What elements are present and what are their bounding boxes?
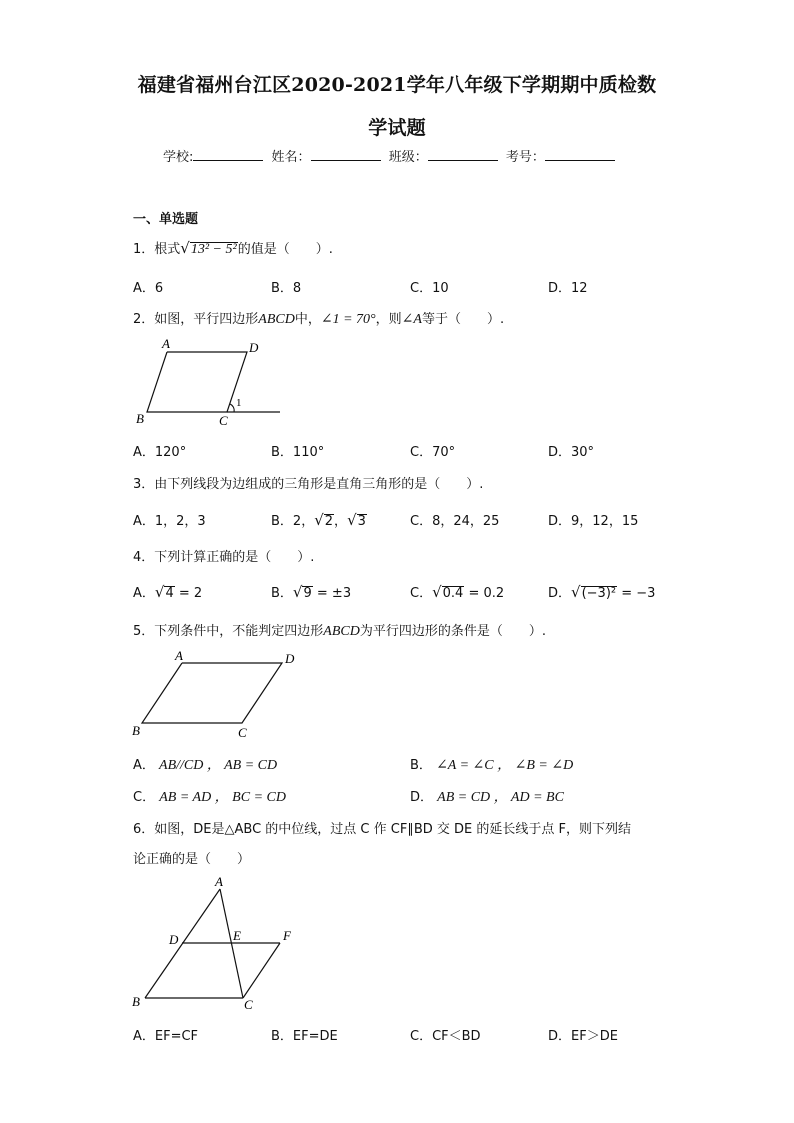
q4-option-a [133,582,202,601]
question-4: 4．下列计算正确的是（ ）. [133,550,315,565]
q1-option-c: C．10 [410,281,449,296]
q5-c-label: C． [133,790,156,805]
q4-d-radicand: (−3)² [581,586,617,601]
q4-c-radicand: 0.4 [442,586,464,601]
sqrt-sign: √ [432,583,442,601]
question-6-line-1: 6．如图，DE是△ABC 的中位线，过点 C 作 CF∥BD 交 DE 的延长线于点 F，则下列结 [133,822,631,837]
q5-parallelogram [142,663,282,723]
q4-a-radicand: 4 [165,586,174,601]
sqrt-sign: √ [292,583,303,601]
q4-b-radicand: 9 [303,586,312,601]
q2-label-a: A [162,336,170,351]
q4-d-tail: = −3 [617,586,656,601]
q5-abcd: ABCD [323,624,360,639]
q2-label-b: B [136,411,144,426]
q5-label-a: A [175,648,183,663]
section-heading: 一、单选题 [133,212,199,227]
q6-figure [128,872,308,1017]
q5-option-b [410,754,573,774]
q5-c-text: AB = AD ， BC = CD [159,790,286,805]
q2-label-1: 1 [236,397,242,409]
q4-option-c [410,582,504,601]
q1-option-a: A．6 [133,281,164,296]
q3-option-d: D．9，12，15 [548,514,639,529]
number-label: 考号： [505,150,545,165]
q3-option-c: C．8，24，25 [410,514,500,529]
q6-label-a: A [215,874,223,889]
q6-line-cf [243,943,280,998]
question-1 [133,238,333,257]
q4-option-d [548,582,655,601]
q2-angle-arc [230,404,234,412]
q5-figure [130,648,310,740]
q3-b-radicand-2: 3 [357,514,366,529]
q3-b-sep: ， [334,514,348,529]
q5-b-label: B． [410,758,432,773]
q2-mid: 中， [294,312,321,327]
q2-angle: ∠1 = 70° [320,312,376,327]
q4-a-label: A． [133,586,155,601]
sqrt-sign: √ [314,511,324,529]
q2-label-d: D [249,340,259,355]
q4-b-tail: = ±3 [312,586,352,601]
student-info-line [163,146,619,165]
sqrt-sign: √ [347,511,357,529]
q4-c-label: C． [410,586,433,601]
sqrt-sign: √ [571,583,581,601]
q6-option-b: B．EF=DE [271,1029,338,1044]
q1-radicand: 13² − 5² [190,242,237,257]
q1-suffix: 的值是（ ）. [237,242,333,257]
q5-label-b: B [132,723,140,738]
number-blank [545,148,615,161]
question-2 [133,308,504,328]
q4-a-tail: = 2 [174,586,203,601]
q1-prefix: 1．根式 [133,242,181,257]
q5-d-label: D． [410,790,434,805]
q6-option-a: A．EF=CF [133,1029,199,1044]
class-label: 班级： [388,150,428,165]
q4-c-tail: = 0.2 [464,586,505,601]
q2-figure [130,335,290,430]
q3-b-prefix: B．2， [271,514,315,529]
q5-a-label: A． [133,758,155,773]
q6-label-d: D [169,932,179,947]
q6-label-e: E [233,928,241,943]
q6-label-f: F [283,928,291,943]
q2-parallelogram [147,352,247,412]
school-label: 学校: [163,150,194,165]
q2-option-c: C．70° [410,445,456,460]
q5-b-text: ∠A = ∠C ， ∠B = ∠D [436,758,574,773]
sqrt-sign: √ [154,583,165,601]
question-3: 3．由下列线段为边组成的三角形是直角三角形的是（ ）. [133,477,484,492]
q4-option-b [271,582,351,601]
q4-b-label: B． [271,586,293,601]
q2-suffix: 等于（ ）. [421,312,505,327]
question-5 [133,620,546,640]
q5-option-c [133,786,286,806]
question-6-line-2: 论正确的是（ ） [133,852,251,867]
q5-option-d [410,786,564,806]
q2-prefix: 2．如图，平行四边形 [133,312,259,327]
q2-option-b: B．110° [271,445,325,460]
sqrt-sign: √ [180,239,190,257]
q5-a-text: AB//CD ， AB = CD [159,758,278,773]
q3-option-b [271,510,367,529]
q5-d-text: AB = CD ， AD = BC [437,790,564,805]
q1-option-b: B．8 [271,281,302,296]
q6-option-c: C．CF＜BD [410,1029,481,1044]
q3-b-radicand-1: 2 [324,514,334,529]
q5-prefix: 5．下列条件中，不能判定四边形 [133,624,324,639]
class-blank [428,148,498,161]
q1-option-d: D．12 [548,281,588,296]
q6-label-b: B [132,994,140,1009]
q2-mid2: ，则 [375,312,402,327]
q2-option-d: D．30° [548,445,595,460]
school-blank [193,148,263,161]
title-line-1: 福建省福州台江区2020-2021学年八年级下学期期中质检数 [137,74,657,96]
q5-label-c: C [238,725,247,740]
q6-label-c: C [244,997,253,1012]
q2-option-a: A．120° [133,445,187,460]
q2-angle-a: ∠A [401,312,422,327]
q5-suffix: 为平行四边形的条件是（ ）. [359,624,546,639]
q3-option-a: A．1，2，3 [133,514,206,529]
q5-option-a [133,754,277,774]
q6-option-d: D．EF＞DE [548,1029,618,1044]
q4-d-label: D． [548,586,572,601]
name-label: 姓名： [271,150,311,165]
name-blank [311,148,381,161]
q2-abcd: ABCD [258,312,295,327]
q2-label-c: C [219,413,228,428]
q5-label-d: D [285,651,295,666]
title-line-2: 学试题 [368,117,426,139]
